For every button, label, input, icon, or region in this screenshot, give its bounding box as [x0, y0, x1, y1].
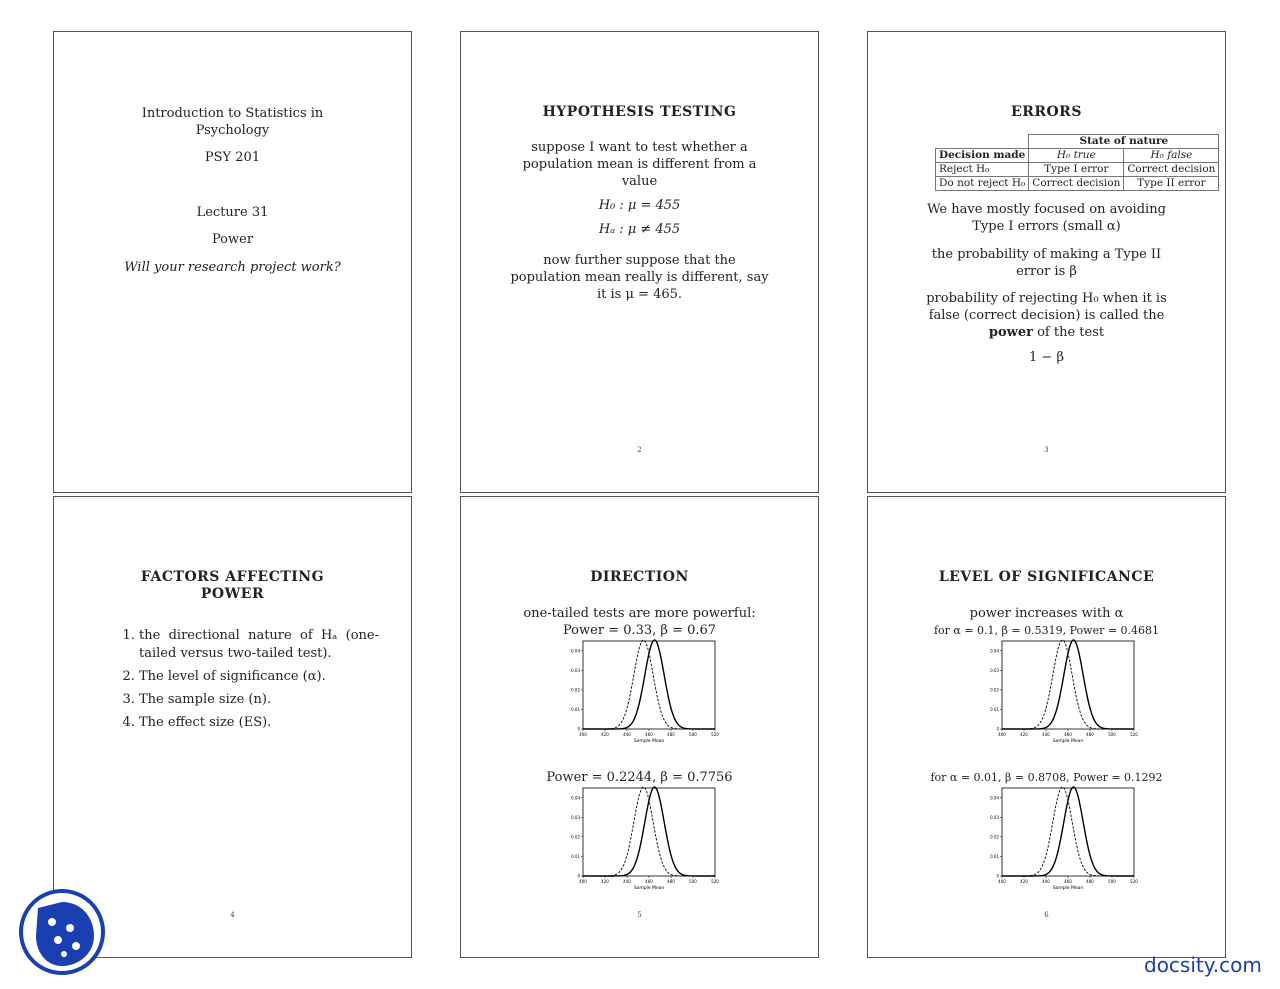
- alt-distribution-curve: [583, 640, 715, 729]
- x-tick-label: 460: [645, 879, 653, 884]
- list-item: 1. the directional nature of Hₐ (one-tailed versus two-tailed test).: [139, 627, 379, 663]
- x-tick-label: 500: [1108, 732, 1116, 737]
- x-axis-label: Sample Mean: [1052, 739, 1084, 744]
- x-tick-label: 520: [1130, 732, 1138, 737]
- course-line2: Psychology: [195, 123, 270, 138]
- x-tick-label: 420: [601, 879, 609, 884]
- table-header-h0-false: H₀ false: [1124, 149, 1219, 163]
- heading-line: POWER: [200, 586, 265, 602]
- chart-caption: Power = 0.33, β = 0.67: [562, 623, 717, 638]
- x-tick-label: 460: [645, 732, 653, 737]
- x-tick-label: 500: [689, 879, 697, 884]
- paragraph: [461, 139, 818, 190]
- slide-heading: [54, 569, 411, 603]
- table-cell: Correct decision: [1124, 163, 1219, 177]
- heading-line: FACTORS AFFECTING: [140, 569, 325, 585]
- brand-link[interactable]: docsity.com: [1144, 953, 1262, 977]
- x-tick-label: 440: [1042, 879, 1050, 884]
- table-header-state: State of nature: [1029, 135, 1219, 149]
- intro-text: one-tailed tests are more powerful:: [523, 606, 756, 621]
- page-number: 2: [637, 446, 642, 454]
- y-tick-label: 0: [577, 873, 580, 879]
- alt-hypothesis: Hₐ : μ ≠ 455: [598, 222, 681, 237]
- slide-errors: [867, 31, 1226, 493]
- list-item: 2. The level of significance (α).: [139, 668, 379, 686]
- x-tick-label: 520: [711, 879, 719, 884]
- y-tick-label: 0: [996, 726, 999, 732]
- chart-caption: for α = 0.01, β = 0.8708, Power = 0.1292: [930, 771, 1163, 784]
- y-tick-label: 0.03: [990, 667, 999, 673]
- x-tick-label: 440: [623, 879, 631, 884]
- x-tick-label: 480: [667, 879, 675, 884]
- page-number: 6: [1044, 911, 1049, 919]
- table-header-h0-true: H₀ true: [1029, 149, 1124, 163]
- slide-title: [53, 31, 412, 493]
- null-hypothesis: H₀ : μ = 455: [598, 198, 681, 213]
- paragraph: [868, 246, 1225, 280]
- course-code: PSY 201: [204, 150, 261, 165]
- y-tick-label: 0.01: [571, 706, 580, 712]
- y-tick-label: 0.02: [990, 834, 999, 840]
- text-line: false (correct decision) is called the: [928, 308, 1165, 323]
- slide-hypothesis: [460, 31, 819, 493]
- table-cell: Correct decision: [1029, 177, 1124, 191]
- y-tick-label: 0.02: [571, 834, 580, 840]
- x-tick-label: 420: [1020, 879, 1028, 884]
- text-line: population mean is different from a: [522, 157, 757, 172]
- y-tick-label: 0.04: [571, 648, 580, 654]
- density-chart: [978, 784, 1142, 892]
- paragraph: [868, 201, 1225, 235]
- y-tick-label: 0.01: [990, 853, 999, 859]
- table-row: [936, 163, 1219, 177]
- chart-caption: for α = 0.1, β = 0.5319, Power = 0.4681: [933, 624, 1160, 637]
- x-axis-label: Sample Mean: [1052, 886, 1084, 891]
- slide-heading: LEVEL OF SIGNIFICANCE: [938, 569, 1155, 585]
- density-chart: [559, 784, 723, 892]
- text-line: population mean really is different, say: [510, 270, 769, 285]
- alt-distribution-curve: [1002, 787, 1134, 876]
- y-tick-label: 0: [577, 726, 580, 732]
- slide-heading: HYPOTHESIS TESTING: [542, 104, 737, 120]
- paragraph: [868, 290, 1225, 341]
- slide-significance: [867, 496, 1226, 958]
- lecture-topic: Power: [211, 232, 254, 247]
- course-line1: Introduction to Statistics in: [141, 106, 324, 121]
- y-tick-label: 0.03: [990, 814, 999, 820]
- text-line: it is μ = 465.: [596, 287, 683, 302]
- intro-text: power increases with α: [969, 606, 1124, 621]
- x-tick-label: 400: [998, 879, 1006, 884]
- bold-term: power: [988, 325, 1033, 340]
- alt-distribution-curve: [583, 787, 715, 876]
- x-axis-label: Sample Mean: [633, 739, 665, 744]
- y-tick-label: 0.04: [990, 795, 999, 801]
- text-line: probability of rejecting H₀ when it is: [926, 291, 1167, 306]
- x-tick-label: 520: [1130, 879, 1138, 884]
- slide-heading: DIRECTION: [590, 569, 689, 585]
- density-chart: [559, 637, 723, 745]
- y-tick-label: 0.03: [571, 667, 580, 673]
- text-line: value: [621, 174, 658, 189]
- page-number: 4: [230, 911, 235, 919]
- course-title: [54, 105, 411, 139]
- table-cell-empty: [936, 135, 1029, 149]
- factor-list: [122, 627, 379, 737]
- list-item: 4. The effect size (ES).: [139, 714, 379, 732]
- slide-direction: [460, 496, 819, 958]
- table-cell: Do not reject H₀: [936, 177, 1029, 191]
- x-tick-label: 480: [1086, 732, 1094, 737]
- table-row: [936, 177, 1219, 191]
- error-table: [935, 134, 1219, 191]
- page-number: 5: [637, 911, 642, 919]
- x-tick-label: 520: [711, 732, 719, 737]
- x-tick-label: 420: [601, 732, 609, 737]
- formula: 1 − β: [1029, 350, 1064, 365]
- x-tick-label: 500: [689, 732, 697, 737]
- table-cell: Type II error: [1124, 177, 1219, 191]
- text-span: of the test: [1032, 325, 1105, 340]
- y-tick-label: 0: [996, 873, 999, 879]
- x-axis-label: Sample Mean: [633, 886, 665, 891]
- slide-factors: [53, 496, 412, 958]
- alt-distribution-curve: [1002, 640, 1134, 729]
- chart-caption: Power = 0.2244, β = 0.7756: [546, 770, 733, 785]
- x-tick-label: 400: [579, 732, 587, 737]
- y-tick-label: 0.01: [990, 706, 999, 712]
- x-tick-label: 460: [1064, 879, 1072, 884]
- page-number: 3: [1044, 446, 1049, 454]
- slide-heading: ERRORS: [1011, 104, 1082, 120]
- y-tick-label: 0.02: [990, 687, 999, 693]
- density-chart: [978, 637, 1142, 745]
- table-header-decision: Decision made: [936, 149, 1029, 163]
- y-tick-label: 0.03: [571, 814, 580, 820]
- paragraph: [461, 252, 818, 303]
- x-tick-label: 440: [1042, 732, 1050, 737]
- lecture-number: Lecture 31: [196, 205, 269, 220]
- y-tick-label: 0.04: [571, 795, 580, 801]
- x-tick-label: 480: [1086, 879, 1094, 884]
- x-tick-label: 440: [623, 732, 631, 737]
- x-tick-label: 500: [1108, 879, 1116, 884]
- table-cell: Reject H₀: [936, 163, 1029, 177]
- x-tick-label: 480: [667, 732, 675, 737]
- text-line: the probability of making a Type II: [931, 247, 1162, 262]
- x-tick-label: 400: [998, 732, 1006, 737]
- table-cell: Type I error: [1029, 163, 1124, 177]
- text-line: now further suppose that the: [543, 253, 736, 268]
- text-line: error is β: [1016, 264, 1077, 279]
- y-tick-label: 0.04: [990, 648, 999, 654]
- text-line: suppose I want to test whether a: [531, 140, 748, 155]
- text-line: [868, 324, 1225, 341]
- lecture-question: Will your research project work?: [124, 260, 341, 275]
- x-tick-label: 420: [1020, 732, 1028, 737]
- x-tick-label: 400: [579, 879, 587, 884]
- text-line: Type I errors (small α): [972, 219, 1121, 234]
- x-tick-label: 460: [1064, 732, 1072, 737]
- list-item: 3. The sample size (n).: [139, 691, 379, 709]
- y-tick-label: 0.01: [571, 853, 580, 859]
- y-tick-label: 0.02: [571, 687, 580, 693]
- text-line: We have mostly focused on avoiding: [927, 202, 1166, 217]
- docsity-logo: [18, 888, 106, 976]
